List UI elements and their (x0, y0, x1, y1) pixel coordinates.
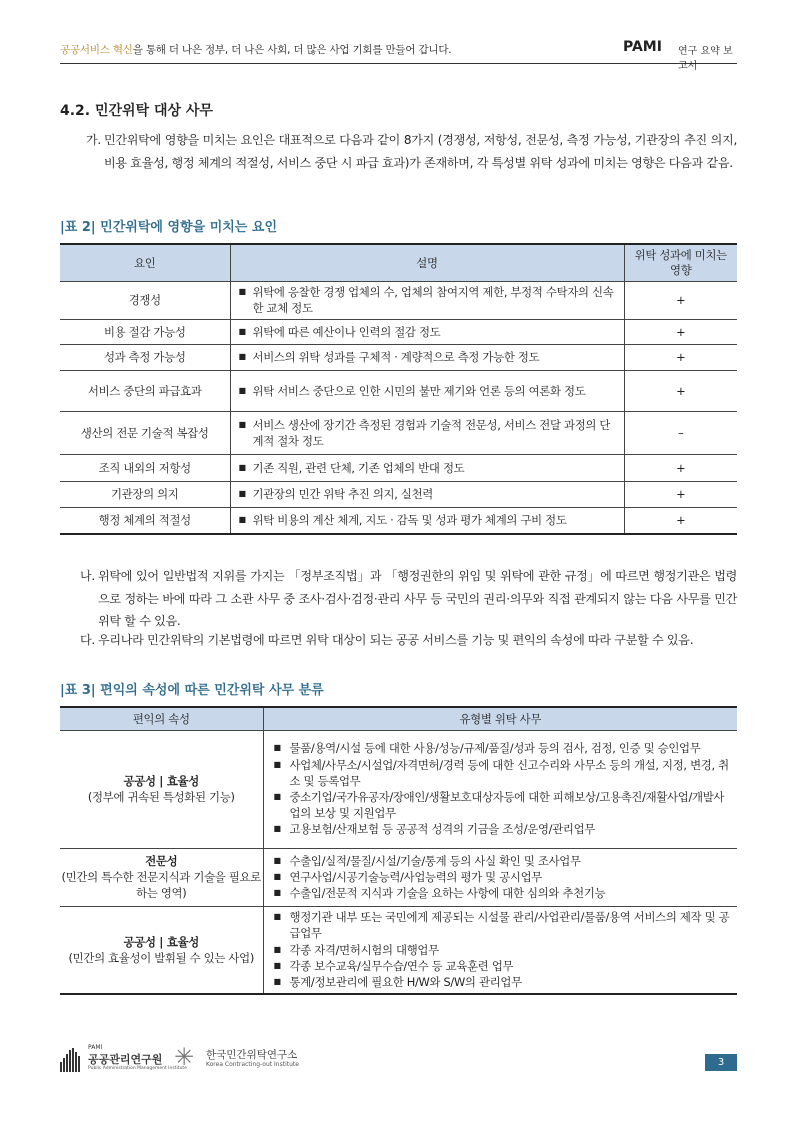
table3-title: |표 3| 편익의 속성에 따른 민간위탁 사무 분류 (60, 683, 324, 698)
row-factor: 행정 체계의 적절성 (60, 507, 230, 534)
table-row (60, 848, 737, 906)
row-effect: + (624, 344, 737, 370)
header-doc-type: 연구 요약 보고서 (678, 46, 733, 72)
table-row (60, 730, 737, 848)
pami-logo (60, 1044, 187, 1074)
task-item: ■ 행정기관 내부 또는 국민에게 제공되는 시설물 관리/사업관리/물품/용역 서비스의 제작 및 공급업무 (264, 909, 734, 941)
row-attr (60, 730, 263, 848)
task-item: ■ 수출입/실적/물질/시설/기술/통계 등의 사실 확인 및 조사업무 (264, 853, 734, 869)
row-desc (230, 411, 624, 454)
row-tasks (263, 906, 737, 994)
table-row (60, 507, 737, 534)
paragraph-marker: 다. (80, 633, 95, 647)
attr-sub: (정부에 귀속된 특성화된 기능) (87, 790, 235, 804)
row-effect: + (624, 281, 737, 319)
row-desc-text: ■ 서비스 생산에 장기간 측정된 경험과 기술적 전문성, 서비스 전달 과정의 단계적 절차 정도 (231, 417, 624, 449)
classification-table (60, 706, 737, 995)
row-desc (230, 481, 624, 507)
col-header-effect: 위탁 성과에 미치는 영향 (624, 244, 737, 281)
paragraph-marker: 가. (86, 133, 101, 147)
paragraph-text: 민간위탁에 영향을 미치는 요인은 대표적으로 다음과 같이 8가지 (경쟁성, 저항성, 전문성, 측정 가능성, 기관장의 추진 의지, 비용 효율성, 행정 체계의 적절성, 서비스 중단 시 파급 효과)가 존재하며, 각 특성별 위탁 성과에 미치는 영향은 다음과 같음. (104, 133, 737, 170)
task-item: ■ 각종 자격/면허시험의 대행업무 (264, 942, 734, 958)
paragraph-da (80, 629, 737, 652)
row-effect: – (624, 411, 737, 454)
table-row (60, 906, 737, 994)
col-header-factor: 요인 (60, 244, 230, 281)
task-item: ■ 통계/정보관리에 필요한 H/W와 S/W의 관리업무 (264, 974, 734, 990)
row-desc (230, 281, 624, 319)
row-desc (230, 344, 624, 370)
task-item: ■ 사업체/사무소/시설업/자격면허/경력 등에 대한 신고수리와 사무소 등의 개설, 지정, 변경, 취소 및 등록업무 (264, 757, 734, 789)
logo-english: Public Administration Management Institute (88, 1066, 187, 1071)
row-factor: 경쟁성 (60, 281, 230, 319)
paragraph-na (80, 565, 737, 633)
logo-english: Korea Contracting-out Institute (206, 1061, 299, 1068)
slogan-rest: 을 통해 더 나은 정부, 더 나은 사회, 더 많은 사업 기회를 만들어 갑니다. (132, 44, 452, 56)
row-effect: + (624, 507, 737, 534)
row-desc-text: ■ 위탁 비용의 계산 체계, 지도 · 감독 및 성과 평가 체계의 구비 정도 (231, 512, 624, 528)
bars-icon (60, 1048, 81, 1072)
paragraph-text: 우리나라 민간위탁의 기본법령에 따르면 위탁 대상이 되는 공공 서비스를 기능 및 편익의 속성에 따라 구분할 수 있음. (98, 633, 694, 647)
paragraph-text: 위탁에 있어 일반법적 지위를 가지는 「정부조직법」과 「행정권한의 위임 및 위탁에 관한 규정」에 따르면 행정기관은 법령으로 정하는 바에 따라 그 소관 사무 중 조사·검사·검정·관리 사무 등 국민의 권리·의무와 직접 관계되지 않는 다음 사무를 민간위탁 할 수 있음. (98, 569, 737, 628)
task-item: ■ 고용보험/산재보험 등 공공적 성격의 기금을 조성/운영/관리업무 (264, 821, 734, 837)
attr-title: 공공성 | 효율성 (123, 774, 199, 788)
row-effect: + (624, 481, 737, 507)
row-factor: 조직 내외의 저항성 (60, 454, 230, 481)
row-effect: + (624, 370, 737, 411)
logo-abbr: PAMI (88, 1044, 103, 1051)
kci-logo (174, 1044, 314, 1074)
table-row (60, 281, 737, 319)
page-footer (60, 1040, 737, 1080)
task-item: ■ 수출입/전문적 지식과 기술을 요하는 사항에 대한 심의와 추천기능 (264, 885, 734, 901)
row-effect: + (624, 454, 737, 481)
table-row (60, 411, 737, 454)
row-desc-text: ■ 위탁 서비스 중단으로 인한 시민의 불만 제기와 언론 등의 여론화 정도 (231, 383, 624, 399)
slogan-accent: 공공서비스 혁신 (60, 44, 133, 56)
table-row (60, 454, 737, 481)
attr-sub: (민간의 특수한 전문지식과 기술을 필요로 하는 영역) (61, 870, 261, 900)
factors-table (60, 243, 737, 535)
row-factor: 성과 측정 가능성 (60, 344, 230, 370)
row-effect: + (624, 319, 737, 344)
task-item: ■ 연구사업/시공기술능력/사업능력의 평가 및 공시업무 (264, 869, 734, 885)
page-header (60, 38, 737, 72)
row-desc-text: ■ 기관장의 민간 위탁 추진 의지, 실천력 (231, 486, 624, 502)
row-tasks (263, 730, 737, 848)
row-desc (230, 454, 624, 481)
row-attr (60, 906, 263, 994)
task-item: ■ 각종 보수교육/실무수습/연수 등 교육훈련 업무 (264, 958, 734, 974)
attr-title: 전문성 (145, 854, 178, 868)
table2-caption: 민간위탁에 영향을 미치는 요인 (100, 220, 278, 235)
paragraph-ga (86, 129, 737, 174)
row-desc (230, 370, 624, 411)
table3-caption: 편익의 속성에 따른 민간위탁 사무 분류 (100, 683, 324, 698)
col-header-attr: 편익의 속성 (60, 707, 263, 730)
row-attr (60, 848, 263, 906)
star-icon: ✳ (174, 1043, 195, 1071)
task-item: ■ 중소기업/국가유공자/장애인/생활보호대상자등에 대한 피해보상/고용촉진/재활사업/개발사업의 보상 및 지원업무 (264, 789, 734, 821)
table2-title: |표 2| 민간위탁에 영향을 미치는 요인 (60, 220, 278, 235)
row-factor: 기관장의 의지 (60, 481, 230, 507)
row-factor: 비용 절감 가능성 (60, 319, 230, 344)
table-header-row (60, 244, 737, 281)
logo-name: 공공관리연구원 (88, 1053, 163, 1066)
attr-title: 공공성 | 효율성 (123, 934, 199, 949)
header-slogan (60, 42, 451, 57)
row-desc-text: ■ 서비스의 위탁 성과를 구체적 · 계량적으로 측정 가능한 정도 (231, 349, 624, 365)
row-desc (230, 507, 624, 534)
table-row (60, 344, 737, 370)
row-factor: 서비스 중단의 파급효과 (60, 370, 230, 411)
table-row (60, 319, 737, 344)
attr-sub: (민간의 효율성이 발휘될 수 있는 사업) (68, 950, 254, 965)
logo-name: 한국민간위탁연구소 (206, 1049, 298, 1061)
table-row (60, 370, 737, 411)
table2-number: 표 2 (64, 220, 91, 235)
table3-number: 표 3 (64, 683, 91, 698)
task-item: ■ 물품/용역/시설 등에 대한 사용/성능/규제/품질/성과 등의 검사, 검정, 인증 및 승인업무 (264, 740, 734, 756)
header-brand: PAMI (623, 39, 662, 55)
table-header-row (60, 707, 737, 730)
table-row (60, 481, 737, 507)
row-factor: 생산의 전문 기술적 복잡성 (60, 411, 230, 454)
row-desc-text: ■ 기존 직원, 관련 단체, 기존 업체의 반대 정도 (231, 460, 624, 476)
row-desc (230, 319, 624, 344)
col-header-tasks: 유형별 위탁 사무 (263, 707, 737, 730)
section-title: 4.2. 민간위탁 대상 사무 (60, 103, 213, 119)
row-desc-text: ■ 위탁에 응찰한 경쟁 업체의 수, 업체의 참여지역 제한, 부정적 수탁자의 신속한 교체 정도 (231, 284, 624, 316)
row-desc-text: ■ 위탁에 따른 예산이나 인력의 절감 정도 (231, 324, 624, 340)
row-tasks (263, 848, 737, 906)
col-header-desc: 설명 (230, 244, 624, 281)
page-number: 3 (705, 1054, 737, 1071)
paragraph-marker: 나. (80, 569, 95, 583)
